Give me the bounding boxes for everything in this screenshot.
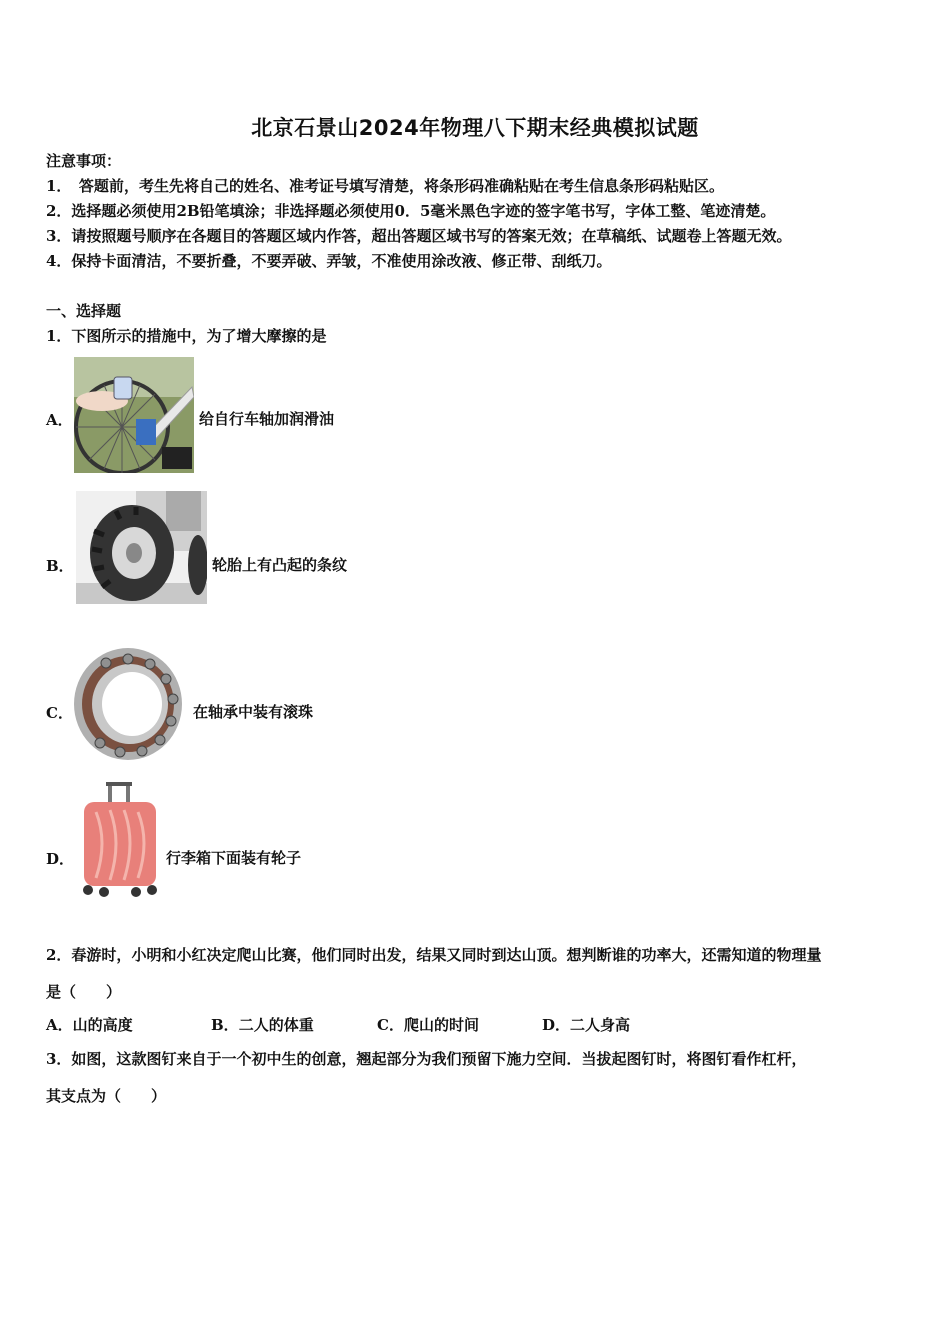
q2-option-a-text: 山的高度 [72, 1016, 133, 1034]
q2-option-c [377, 1015, 479, 1035]
section-heading: 一、选择题 [46, 302, 122, 320]
notice-item-4: 4．保持卡面清洁，不要折叠，不要弄破、弄皱，不准使用涂改液、修正带、刮纸刀。 [46, 252, 612, 270]
q2-stem-line1: 2．春游时，小明和小红决定爬山比赛，他们同时出发，结果又同时到达山顶。想判断谁的功率大，还需知道的物理量 [46, 946, 822, 964]
ball-bearing-photo-icon [72, 647, 184, 762]
notice-item-1: 1． 答题前，考生先将自己的姓名、准考证号填写清楚，将条形码准确粘贴在考生信息条形码粘贴区。 [46, 177, 724, 195]
q2-option-b [211, 1015, 314, 1035]
q2-option-b-text: 二人的体重 [238, 1016, 314, 1034]
q3-stem-line2: 其支点为（ ） [46, 1087, 167, 1105]
q2-option-c-label: C． [377, 1016, 404, 1034]
q2-option-d [542, 1015, 630, 1035]
q3-stem-line1: 3．如图，这款图钉来自于一个初中生的创意，翘起部分为我们预留下施力空间．当拔起图钉时，将图钉看作杠杆， [46, 1050, 807, 1068]
q2-option-c-text: 爬山的时间 [403, 1016, 479, 1034]
notice-heading: 注意事项： [46, 152, 122, 170]
q1-option-d-label: D． [46, 850, 75, 868]
q1-stem: 1．下图所示的措施中，为了增大摩擦的是 [46, 327, 327, 345]
q1-option-c-label: C． [46, 704, 73, 722]
tractor-tire-photo-icon [76, 491, 207, 604]
q2-option-a-label: A． [46, 1016, 73, 1034]
q2-option-a [46, 1015, 133, 1035]
q1-option-c-text: 在轴承中装有滚珠 [193, 703, 314, 721]
q2-stem-line2: 是（ ） [46, 983, 122, 1001]
bicycle-oiling-photo-icon [74, 357, 194, 473]
q2-option-d-label: D． [542, 1016, 571, 1034]
notice-item-3: 3．请按照题号顺序在各题目的答题区域内作答，超出答题区域书写的答案无效；在草稿纸、试题卷上答题无效。 [46, 227, 792, 245]
q1-option-a-label: A． [46, 411, 73, 429]
suitcase-photo-icon [80, 782, 160, 898]
q2-option-b-label: B． [211, 1016, 239, 1034]
notice-item-2: 2．选择题必须使用2B铅笔填涂；非选择题必须使用0．5毫米黑色字迹的签字笔书写，字体工整、笔迹清楚。 [46, 202, 776, 220]
q1-option-d-text: 行李箱下面装有轮子 [166, 849, 302, 867]
page-title: 北京石景山2024年物理八下期末经典模拟试题 [251, 116, 699, 140]
q1-option-b-text: 轮胎上有凸起的条纹 [212, 556, 348, 574]
q1-option-a-text: 给自行车轴加润滑油 [199, 410, 335, 428]
q2-option-d-text: 二人身高 [570, 1016, 631, 1034]
q1-option-b-label: B． [46, 557, 74, 575]
